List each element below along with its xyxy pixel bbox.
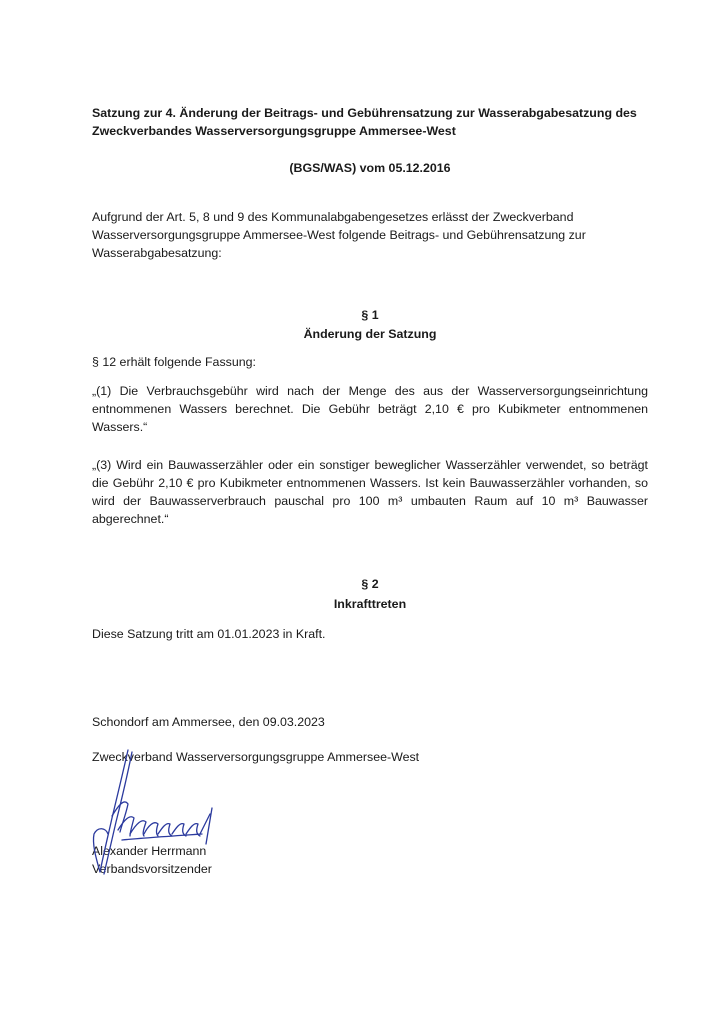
place-and-date: Schondorf am Ammersee, den 09.03.2023 bbox=[92, 715, 325, 729]
preamble-line-1: Aufgrund der Art. 5, 8 und 9 des Kommunalabgabengesetzes erlässt der Zweckverband bbox=[92, 210, 574, 224]
section-2-text: Diese Satzung tritt am 01.01.2023 in Kraft. bbox=[92, 627, 326, 641]
organization-name: Zweckverband Wasserversorgungsgruppe Ammersee-West bbox=[92, 750, 420, 764]
signatory-name: Alexander Herrmann bbox=[92, 844, 207, 858]
document-title bbox=[92, 104, 648, 140]
section-1-heading: Änderung der Satzung bbox=[303, 327, 437, 341]
section-2-heading: Inkrafttreten bbox=[333, 597, 407, 611]
section-1-number: § 1 bbox=[361, 308, 379, 322]
signatory-role: Verbandsvorsitzender bbox=[92, 862, 212, 876]
section-1-paragraph-2: „(3) Wird ein Bauwasserzähler oder ein sonstiger beweglicher Wasserzähler verwendet, so beträgt die Gebühr 2,10 € pro Kubikmeter entnommenen Wassers. Ist kein Bauwasserzähler vorhanden, so wird der Bauwasserverbrauch pauschal pro 100 m³ umbauten Raum auf 10 m³ Bauwasser abgerechnet.“ bbox=[92, 458, 648, 526]
title-line-1: Satzung zur 4. Änderung der Beitrags- und Gebührensatzung zur Wasserabgabesatzung des bbox=[92, 106, 637, 120]
preamble bbox=[92, 208, 648, 262]
section-1-intro: § 12 erhält folgende Fassung: bbox=[92, 355, 256, 369]
section-1-paragraph-1: „(1) Die Verbrauchsgebühr wird nach der Menge des aus der Wasserversorgungseinrichtung entnommenen Wassers berechnet. Die Gebühr beträgt 2,10 € pro Kubikmeter entnommenen Wassers.“ bbox=[92, 384, 648, 434]
preamble-line-3: Wasserabgabesatzung: bbox=[92, 246, 222, 260]
document-subtitle: (BGS/WAS) vom 05.12.2016 bbox=[289, 161, 451, 175]
preamble-line-2: Wasserversorgungsgruppe Ammersee-West folgende Beitrags- und Gebührensatzung zur bbox=[92, 228, 586, 242]
section-2-number: § 2 bbox=[361, 577, 379, 591]
title-line-2: Zweckverbandes Wasserversorgungsgruppe Ammersee-West bbox=[92, 124, 456, 138]
